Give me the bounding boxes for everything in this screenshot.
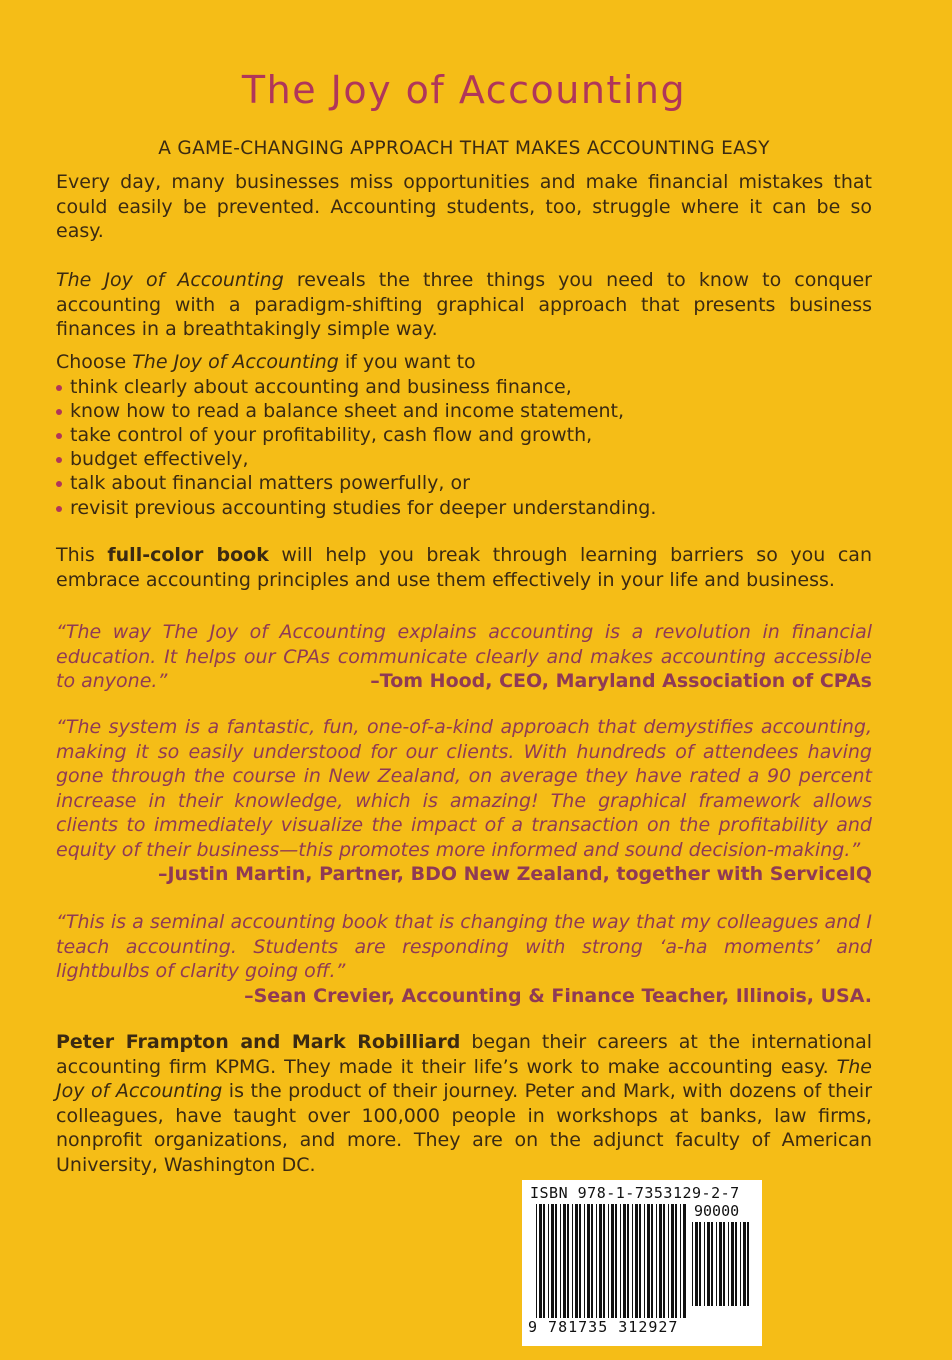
barcode-bar bbox=[707, 1222, 710, 1306]
choose-section bbox=[56, 350, 872, 520]
bullet-dot-icon bbox=[56, 481, 62, 487]
intro-paragraph: Every day, many businesses miss opportunities and make financial mistakes that could easily be prevented. Accounting students, too, struggle where it can be so easy. bbox=[56, 171, 872, 242]
reveal-text: reveals the three things you need to know to conquer accounting with a paradigm-shifting graphical approach that presents business finances in a breathtakingly simple way. bbox=[56, 269, 872, 340]
bullet-dot-icon bbox=[56, 433, 62, 439]
barcode-bar bbox=[551, 1204, 554, 1318]
barcode-bar bbox=[743, 1222, 746, 1306]
barcode-bar bbox=[747, 1222, 749, 1306]
barcode-bar bbox=[579, 1204, 581, 1318]
list-item: know how to read a balance sheet and income statement, bbox=[56, 399, 872, 423]
barcode-bar bbox=[560, 1204, 561, 1318]
authors-bio: Peter Frampton and Mark Robilliard began their careers at the international accounting firm KPMG. They made it their life’s work to make accounting easy. The Joy of Accounting is the product of their journey. Peter and Mark, with dozens of their colleagues, have taught over 100,000 people in workshops at banks, law firms, nonprofit organizations, and more. They are on the adjunct faculty of American University, Washington DC. bbox=[56, 1031, 872, 1176]
testimonial-2 bbox=[56, 715, 872, 887]
barcode-bar bbox=[584, 1204, 585, 1318]
choose-book-title: The Joy of Accounting bbox=[132, 351, 339, 373]
barcode-bar bbox=[575, 1204, 578, 1318]
barcode-bar bbox=[587, 1204, 590, 1318]
barcode-bar bbox=[695, 1222, 698, 1306]
barcode-bar bbox=[563, 1204, 566, 1318]
testimonial-attribution: –Sean Crevier, Accounting & Finance Teacher, Illinois, USA. bbox=[244, 984, 872, 1007]
tagline: A GAME-CHANGING APPROACH THAT MAKES ACCOUNTING EASY bbox=[158, 138, 770, 159]
barcode-bar bbox=[603, 1204, 605, 1318]
barcode-bar bbox=[555, 1204, 557, 1318]
barcode-bar bbox=[735, 1222, 737, 1306]
barcode-bar bbox=[620, 1204, 621, 1318]
choose-suffix: if you want to bbox=[338, 351, 476, 373]
barcode-bar bbox=[731, 1222, 734, 1306]
barcode-bar bbox=[651, 1204, 653, 1318]
barcode-bar bbox=[663, 1204, 665, 1318]
barcode-bar bbox=[596, 1204, 597, 1318]
testimonial-attribution: –Justin Martin, Partner, BDO New Zealand, together with ServiceIQ bbox=[157, 863, 872, 885]
testimonial-text: “This is a seminal accounting book that is changing the way that my colleagues and I teach accounting. Students are responding with strong ‘a-ha moments’ and lightbulbs of clarity going off.” bbox=[56, 911, 872, 982]
barcode-bar bbox=[716, 1222, 717, 1306]
testimonial-1 bbox=[56, 620, 872, 694]
bullet-dot-icon bbox=[56, 457, 62, 463]
list-item: budget effectively, bbox=[56, 447, 872, 471]
list-item: revisit previous accounting studies for deeper understanding. bbox=[56, 496, 872, 520]
barcode-bar bbox=[572, 1204, 573, 1318]
barcode-digits: 9 781735 312927 bbox=[528, 1318, 679, 1336]
barcode-bar bbox=[728, 1222, 729, 1306]
barcode-bar bbox=[548, 1204, 549, 1318]
benefit-list bbox=[56, 375, 872, 520]
barcode-bar bbox=[599, 1204, 602, 1318]
barcode-bar bbox=[639, 1204, 641, 1318]
isbn-barcode bbox=[522, 1180, 762, 1346]
barcode-bar bbox=[656, 1204, 657, 1318]
barcode-bar bbox=[671, 1204, 674, 1318]
barcode-bar bbox=[719, 1222, 722, 1306]
price-code: 90000 bbox=[694, 1202, 740, 1220]
barcode-bar bbox=[632, 1204, 633, 1318]
bullet-dot-icon bbox=[56, 409, 62, 415]
reveal-paragraph bbox=[56, 268, 872, 342]
bullet-dot-icon bbox=[56, 385, 62, 391]
barcode-bar bbox=[611, 1204, 614, 1318]
barcode-bar bbox=[704, 1222, 705, 1306]
barcode-bar bbox=[668, 1204, 669, 1318]
bullet-dot-icon bbox=[56, 506, 62, 512]
addon-barcode-icon bbox=[692, 1222, 752, 1306]
barcode-bar bbox=[644, 1204, 645, 1318]
barcode-bar bbox=[608, 1204, 609, 1318]
testimonial-text: “The way The Joy of Accounting explains accounting is a revolution in financial education. It helps our CPAs communicate clearly and makes accounting accessible to anyone.” bbox=[56, 621, 872, 692]
barcode-bar bbox=[591, 1204, 593, 1318]
book-title: The Joy of Accounting bbox=[241, 68, 687, 112]
testimonial-attribution: –Tom Hood, CEO, Maryland Association of CPAs bbox=[370, 670, 872, 692]
author-names: Peter Frampton and Mark Robilliard bbox=[56, 1031, 461, 1053]
barcode-bar bbox=[623, 1204, 626, 1318]
barcode-bar bbox=[635, 1204, 638, 1318]
barcode-bar bbox=[543, 1204, 545, 1318]
barcode-bar bbox=[680, 1204, 681, 1318]
barcode-bar bbox=[567, 1204, 569, 1318]
list-item: take control of your profitability, cash flow and growth, bbox=[56, 423, 872, 447]
barcode-bar bbox=[647, 1204, 650, 1318]
list-item: think clearly about accounting and business finance, bbox=[56, 375, 872, 399]
barcode-bar bbox=[659, 1204, 662, 1318]
barcode-bar bbox=[711, 1222, 713, 1306]
reveal-book-title: The Joy of Accounting bbox=[56, 269, 284, 291]
testimonial-text: “The system is a fantastic, fun, one-of-a-kind approach that demystifies accounting, making it so easily understood for our clients. With hundreds of attendees having gone through the course in New Zealand, on average they have rated a 90 percent increase in their knowledge, which is amazing! The graphical framework allows clients to immediately visualize the impact of a transaction on the profitability and equity of their business—this promotes more informed and sound decision-making.” bbox=[56, 716, 872, 861]
barcode-bars-icon bbox=[536, 1204, 686, 1318]
barcode-bar bbox=[692, 1222, 693, 1306]
barcode-bar bbox=[539, 1204, 542, 1318]
barcode-bar bbox=[627, 1204, 629, 1318]
barcode-bar bbox=[683, 1204, 686, 1318]
barcode-bar bbox=[723, 1222, 725, 1306]
barcode-bar bbox=[615, 1204, 617, 1318]
choose-prefix: Choose bbox=[56, 351, 133, 373]
bio-book-title: The Joy of Accounting bbox=[56, 1055, 872, 1102]
barcode-bar bbox=[699, 1222, 701, 1306]
testimonial-3 bbox=[56, 910, 872, 1008]
barcode-bar bbox=[536, 1204, 537, 1318]
full-color-paragraph: This full-color book will help you break through learning barriers so you can embrace accounting principles and use them effectively in your life and business. bbox=[56, 544, 872, 591]
isbn-label: ISBN 978-1-7353129-2-7 bbox=[530, 1184, 740, 1202]
barcode-bar bbox=[675, 1204, 677, 1318]
full-color-emphasis: full-color book bbox=[107, 544, 269, 566]
barcode-bar bbox=[740, 1222, 741, 1306]
list-item: talk about financial matters powerfully, or bbox=[56, 471, 872, 495]
